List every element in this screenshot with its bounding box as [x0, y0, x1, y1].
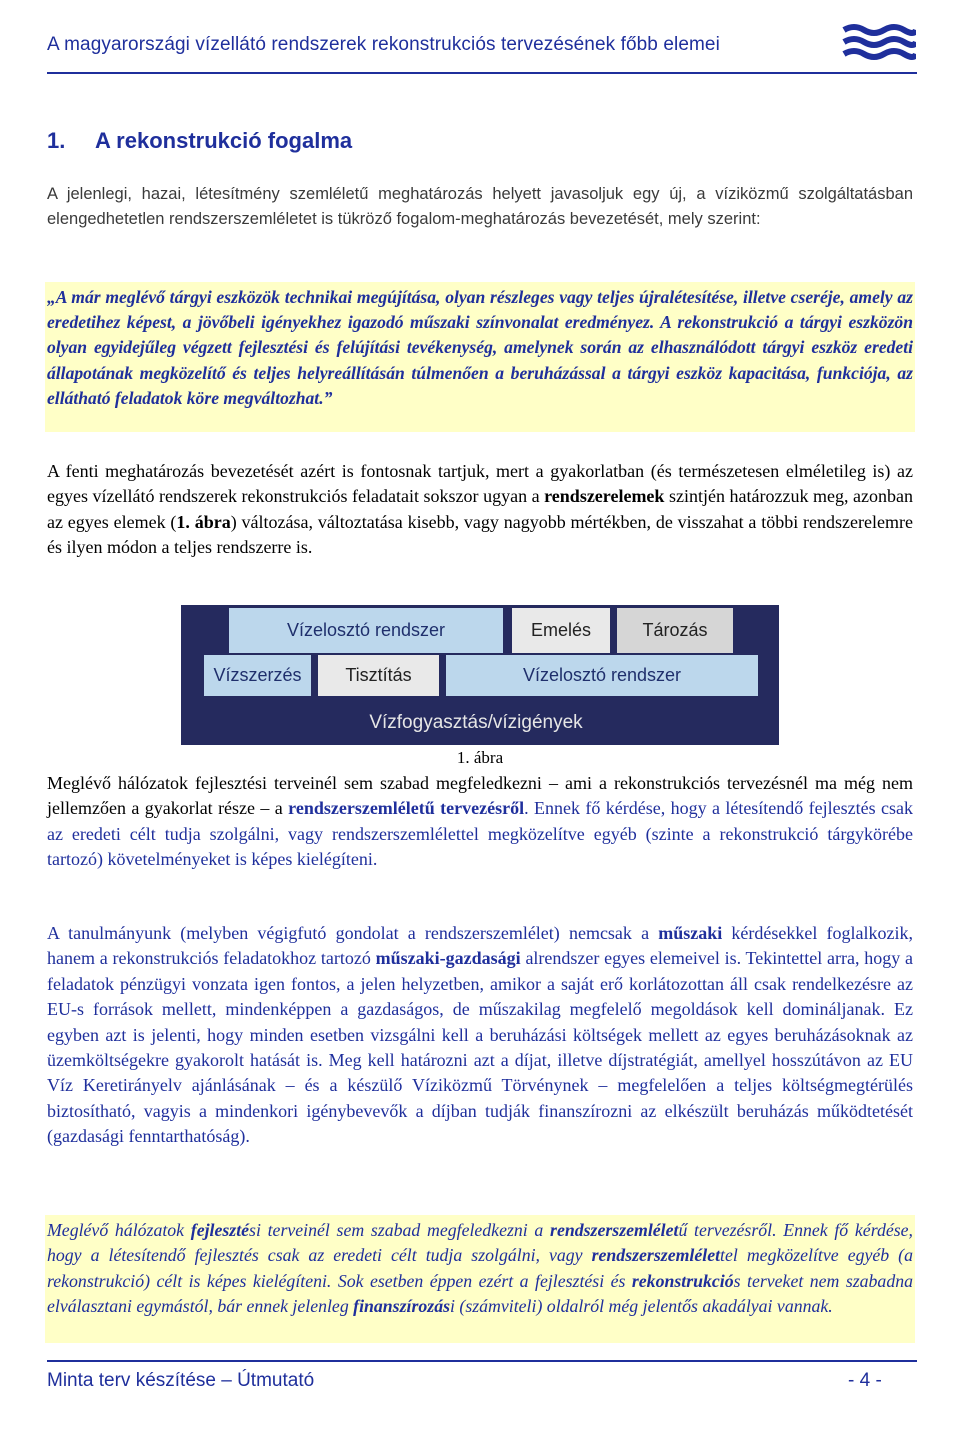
diagram-block-tarozas: Tározás: [617, 608, 733, 653]
page-header-title: A magyarországi vízellátó rendszerek rekonstrukciós tervezésének főbb elemei: [47, 34, 720, 55]
diagram-block-vizeloszto-top: Vízelosztó rendszer: [229, 608, 503, 653]
paragraph-rendszerszemlelet: Meglévő hálózatok fejlesztési terveinél sem szabad megfeledkezni – ami a rekonstrukciós tervezésnél ma még nem jellemzően a gyakorlat része – a rendszerszemléletű tervezésről. Ennek fő kérdése, hogy a létesítendő fejlesztés csak az eredeti célt tudja szolgálni, vagy rendszerszemlélettel megközelítve egyéb (szinte a rekonstrukció tárgykörébe tartozó) követelményeket is képes kielégíteni.: [47, 773, 914, 870]
paragraph-muszaki-gazdasagi: A tanulmányunk (melyben végigfutó gondolat a rendszerszemlélet) nemcsak a műszaki kérdésekkel foglalkozik, hanem a rekonstrukciós feladatokhoz tartozó műszaki-gazdasági alrendszer egyes elemeivel is. Tekintettel arra, hogy a feladatok pénzügyi vonzata igen fontos, a jelen helyzetben, amikor a saját erő korlátozottan áll csak rendelkezésre az EU-s források mellett, mindenképpen a gazdaságos, de műszakilag megfelelő megoldások kell domináljanak. Ez egyben azt is jelenti, hogy minden esetben vizsgálni kell a beruházási költségek mellett az egyes beruházásoknak az üzemköltségekre gyakorolt hatását is. Meg kell határozni azt a díjat, illetve díjstratégiát, amellyel hosszútávon az EU Víz Keretirányelv ajánlásának – és a készülő Víziközmű Törvénynek – megfelelően a teljes költségmegtérülés biztosítható, vagyis a mindenkori igénybevevők a díjban tudják finanszírozni az elkészült beruházás működtetését (gazdasági fenntarthatóság).: [47, 923, 913, 1147]
section-number: 1.: [47, 128, 66, 153]
diagram-block-tisztitas: Tisztítás: [318, 655, 439, 696]
bold-term: rendszerelemek: [544, 486, 665, 507]
diagram-block-vizszerzes: Vízszerzés: [204, 655, 311, 696]
page-number: - 4 -: [848, 1370, 882, 1391]
system-elements-diagram: [181, 605, 779, 745]
figure-reference: 1. ábra: [176, 511, 231, 532]
figure-caption: 1. ábra: [456, 748, 504, 767]
definition-quote: „A már meglévő tárgyi eszközök technikai megújítása, olyan részleges vagy teljes újralétesítése, illetve cseréje, amely az eredetihez képest, a jövőbeli igényekhez igazodó műszaki színvonalat eredményez. A rekonstrukció a tárgyi eszközön olyan egyidejűleg végzett fejlesztési és felújítási tevékenység, amelynek során az elhasználódott tárgyi eszköz eredeti állapotának megközelítő és teljes helyreállításán túlmenően a beruházással a tárgyi eszköz kapacitása, funkciója, az ellátható feladatok köre megváltozhat.”: [47, 287, 913, 408]
diagram-block-emeles: Emelés: [512, 608, 610, 653]
intro-paragraph: A jelenlegi, hazai, létesítmény szemléletű meghatározás helyett javasoljuk egy új, a víziközmű szolgáltatásban elengedhetetlen rendszerszemléletet is tükröző fogalom-meghatározás bevezetését, mely szerint:: [47, 185, 913, 228]
wave-logo-icon: [842, 22, 916, 66]
section-heading: [47, 128, 352, 154]
diagram-block-fogyasztas: Vízfogyasztás/vízigények: [369, 712, 583, 733]
summary-paragraph: Meglévő hálózatok fejlesztési terveinél sem szabad megfeledkezni a rendszerszemléletű tervezésről. Ennek fő kérdése, hogy a létesítendő fejlesztés csak az eredeti célt tudja szolgálni, vagy rendszerszemlélettel megközelítve egyéb (a rekonstrukció) célt is képes kielégíteni. Sok esetben éppen ezért a fejlesztési és rekonstrukciós terveket nem szabadna elválasztani egymástól, bár ennek jelenleg finanszírozási (számviteli) oldalról még jelentős akadályai vannak.: [47, 1220, 913, 1316]
section-title: A rekonstrukció fogalma: [95, 128, 353, 153]
paragraph-rendszerelemek: A fenti meghatározás bevezetését azért is fontosnak tartjuk, mert a gyakorlatban (és természetesen elméletileg is) az egyes vízellátó rendszerek rekonstrukciós feladatait sokszor ugyan a rendszerelemek szintjén határozzuk meg, azonban az egyes elemek (1. ábra) változása, változtatása kisebb, vagy nagyobb mértékben, de visszahat a többi rendszerelemre és ilyen módon a teljes rendszerre is.: [47, 461, 913, 558]
bold-term: műszaki: [658, 923, 723, 943]
header-divider: [47, 72, 917, 74]
footer-divider: [47, 1360, 917, 1362]
bold-term: rendszerszemléletű tervezésről: [288, 798, 525, 819]
diagram-block-vizeloszto-bottom: Vízelosztó rendszer: [446, 655, 758, 696]
bold-term: műszaki-gazdasági: [375, 948, 521, 969]
footer-document-title: Minta terv készítése – Útmutató: [47, 1370, 315, 1391]
